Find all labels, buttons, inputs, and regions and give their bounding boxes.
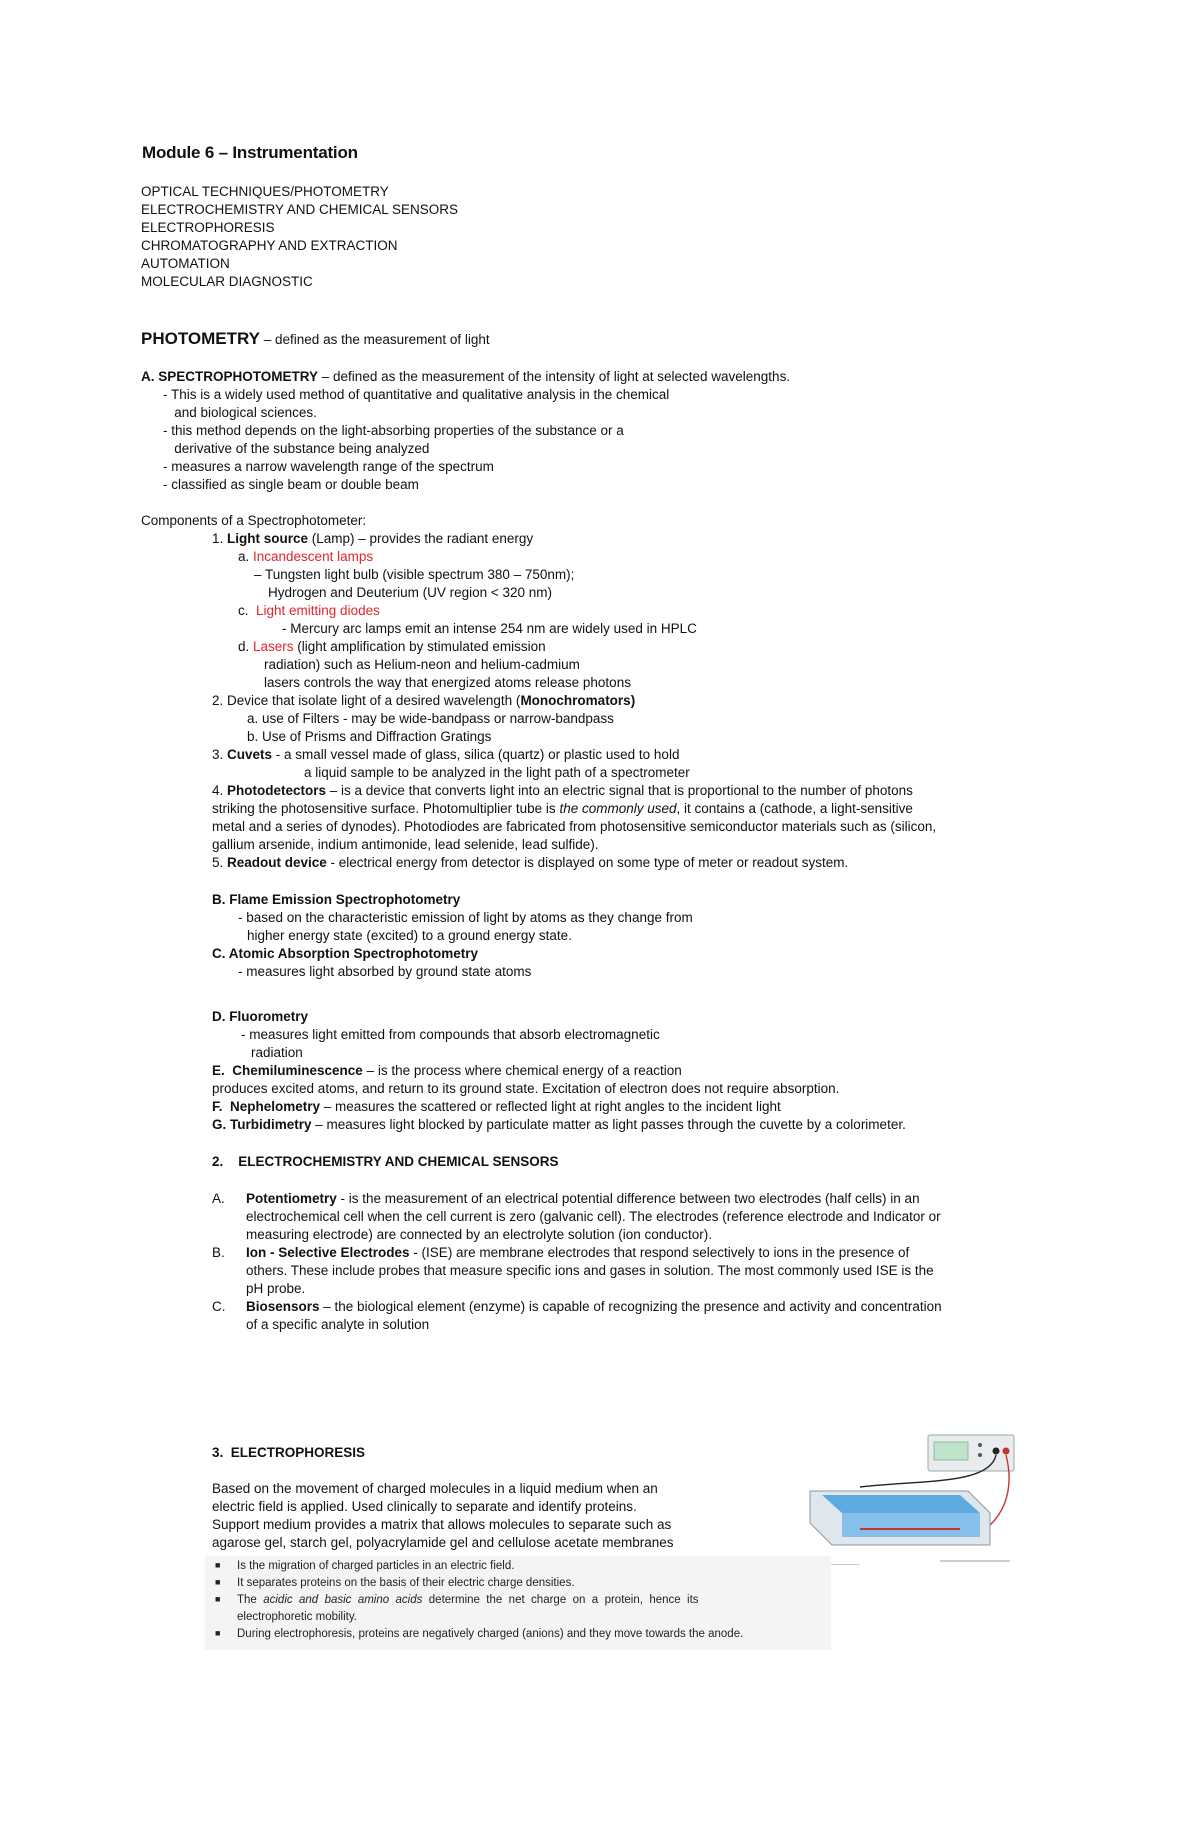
bullet-icon: ■	[215, 1560, 221, 1570]
biosensors-detail-2: of a specific analyte in solution	[246, 1317, 430, 1332]
component-2b: b. Use of Prisms and Diffraction Gratings	[247, 729, 492, 744]
note-line: - measures a narrow wavelength range of the spectrum	[163, 459, 494, 474]
component-2: 2. Device that isolate light of a desired wavelength (Monochromators)	[212, 693, 636, 708]
component-3: 3. Cuvets - a small vessel made of glass, silica (quartz) or plastic used to hold	[212, 747, 680, 762]
fluorometry-detail-1: - measures light emitted from compounds that absorb electromagnetic	[241, 1027, 660, 1042]
potentiometry-detail-3: measuring electrode) are connected by an electrolyte solution (ion conductor).	[246, 1227, 713, 1242]
page-title: Module 6 – Instrumentation	[142, 143, 358, 162]
potentiometry-label: Potentiometry	[246, 1191, 337, 1206]
note-line: and biological sciences.	[163, 405, 317, 420]
ise-label: Ion - Selective Electrodes	[246, 1245, 410, 1260]
readout-device-label: Readout device	[227, 855, 327, 870]
spectrophotometry-label: A. SPECTROPHOTOMETRY	[141, 369, 319, 384]
photometry-title: PHOTOMETRY	[141, 329, 261, 348]
component-1a-detail-2: Hydrogen and Deuterium (UV region < 320 nm)	[268, 585, 553, 600]
component-4-detail-4: gallium arsenide, indium antimonide, lead selenide, lead sulfide).	[212, 837, 599, 852]
electrophoresis-apparatus-figure	[800, 1425, 1018, 1565]
component-1d: d. Lasers (light amplification by stimulated emission	[238, 639, 546, 654]
fluorometry-detail-2: radiation	[251, 1045, 303, 1060]
electrophoresis-paragraph: Based on the movement of charged molecules in a liquid medium when an electric field is applied. Used clinically to separate and identify proteins. Support medium provides a matrix that allows molecules to separate such as agarose gel, starch gel, polyacrylamide gel and cellulose acetate membranes	[212, 1481, 674, 1550]
component-4-detail-2: striking the photosensitive surface. Photomultiplier tube is the commonly used, it contains a (cathode, a light-sensitive	[212, 801, 913, 816]
component-2a: a. use of Filters - may be wide-bandpass or narrow-bandpass	[247, 711, 614, 726]
electrochem-c-letter: C.	[212, 1299, 226, 1314]
topic-item: CHROMATOGRAPHY AND EXTRACTION	[141, 238, 398, 253]
fluorometry-heading: D. Fluorometry	[212, 1009, 309, 1024]
light-source-label: Light source	[227, 531, 309, 546]
note-line: - this method depends on the light-absorbing properties of the substance or a	[163, 423, 624, 438]
component-1c-detail: - Mercury arc lamps emit an intense 254 nm are widely used in HPLC	[282, 621, 697, 636]
component-1a: a. Incandescent lamps	[238, 549, 374, 564]
led-label: Light emitting diodes	[256, 603, 380, 618]
potentiometry-line: Potentiometry - is the measurement of an electrical potential difference between two electrodes (half cells) in an	[246, 1191, 920, 1206]
topic-item: MOLECULAR DIAGNOSTIC	[141, 274, 313, 289]
chemiluminescence-detail: produces excited atoms, and return to its ground state. Excitation of electron does not require absorption.	[212, 1081, 840, 1096]
spectrophotometry-heading	[141, 368, 790, 386]
biosensors-label: Biosensors	[246, 1299, 320, 1314]
flame-emission-detail-2: higher energy state (excited) to a ground energy state.	[247, 928, 572, 943]
bullet-icon: ■	[215, 1628, 221, 1638]
electrochem-b-letter: B.	[212, 1245, 225, 1260]
nephelometry-line: F. Nephelometry – measures the scattered or reflected light at right angles to the incident light	[212, 1099, 781, 1114]
component-1a-detail-1: – Tungsten light bulb (visible spectrum 380 – 750nm);	[254, 567, 575, 582]
photodetectors-label: Photodetectors	[227, 783, 327, 798]
spectrophotometry-definition: – defined as the measurement of the intensity of light at selected wavelengths.	[318, 369, 791, 384]
component-4-detail-3: metal and a series of dynodes). Photodiodes are fabricated from photosensitive semiconductor materials such as (silicon,	[212, 819, 937, 834]
topic-item: OPTICAL TECHNIQUES/PHOTOMETRY	[141, 184, 389, 199]
aas-detail: - measures light absorbed by ground state atoms	[238, 964, 532, 979]
bullet-icon: ■	[215, 1577, 221, 1587]
power-supply-display-icon	[934, 1442, 968, 1460]
component-3-detail: a liquid sample to be analyzed in the light path of a spectrometer	[304, 765, 690, 780]
component-1d-detail-2: radiation) such as Helium-neon and helium-cadmium	[264, 657, 580, 672]
cuvets-label: Cuvets	[227, 747, 273, 762]
electrochemistry-heading: 2. ELECTROCHEMISTRY AND CHEMICAL SENSORS	[212, 1154, 559, 1169]
flame-emission-heading: B. Flame Emission Spectrophotometry	[212, 892, 461, 907]
ise-detail-3: pH probe.	[246, 1281, 306, 1296]
monochromators-label: Monochromators)	[520, 693, 636, 708]
ise-detail-2: others. These include probes that measure specific ions and gases in solution. The most commonly used ISE is the	[246, 1263, 934, 1278]
potentiometry-detail-2: electrochemical cell when the cell current is zero (galvanic cell). The electrodes (reference electrode and Indicator or	[246, 1209, 941, 1224]
spectrophotometry-notes	[163, 386, 669, 494]
gel-surface-icon	[822, 1495, 980, 1513]
components-heading: Components of a Spectrophotometer:	[141, 513, 367, 528]
component-5: 5. Readout device - electrical energy from detector is displayed on some type of meter or readout system.	[212, 855, 849, 870]
note-line: - classified as single beam or double beam	[163, 477, 419, 492]
electrophoresis-heading: 3. ELECTROPHORESIS	[212, 1445, 366, 1460]
turbidimetry-line: G. Turbidimetry – measures light blocked by particulate matter as light passes through the cuvette by a colorimeter.	[212, 1117, 906, 1132]
component-1c: c. Light emitting diodes	[238, 603, 380, 618]
ise-line: Ion - Selective Electrodes - (ISE) are membrane electrodes that respond selectively to ions in the presence of	[246, 1245, 910, 1260]
incandescent-lamps-label: Incandescent lamps	[253, 549, 374, 564]
note-line: - This is a widely used method of quantitative and qualitative analysis in the chemical	[163, 387, 670, 402]
component-1: 1. Light source (Lamp) – provides the radiant energy	[212, 531, 534, 546]
aas-heading: C. Atomic Absorption Spectrophotometry	[212, 946, 479, 961]
flame-emission-detail-1: - based on the characteristic emission of light by atoms as they change from	[238, 910, 693, 925]
photometry-definition: – defined as the measurement of light	[260, 332, 490, 347]
photometry-heading	[141, 330, 490, 349]
component-1d-detail-3: lasers controls the way that energized atoms release photons	[264, 675, 631, 690]
note-line: derivative of the substance being analyzed	[163, 441, 430, 456]
bullet-icon: ■	[215, 1594, 221, 1604]
lasers-label: Lasers	[253, 639, 294, 654]
topic-item: AUTOMATION	[141, 256, 230, 271]
biosensors-line: Biosensors – the biological element (enzyme) is capable of recognizing the presence and activity and concentration	[246, 1299, 942, 1314]
component-4: 4. Photodetectors – is a device that converts light into an electric signal that is proportional to the number of photons	[212, 783, 913, 798]
topic-item: ELECTROCHEMISTRY AND CHEMICAL SENSORS	[141, 202, 459, 217]
topic-item: ELECTROPHORESIS	[141, 220, 275, 235]
electrochem-a-letter: A.	[212, 1191, 225, 1206]
chemiluminescence-heading: E. Chemiluminescence – is the process where chemical energy of a reaction	[212, 1063, 682, 1078]
electrophoresis-bullet-box: ■ Is the migration of charged particles in an electric field. ■ It separates proteins on the basis of their electric charge densities. ■ The acidic and basic amino acids determine the net charge on a protein, hence its electrophoretic mobility. ■ During electrophoresis, proteins are negatively charged (anions) and they move towards the anode.	[205, 1556, 831, 1650]
topic-list	[141, 183, 458, 291]
